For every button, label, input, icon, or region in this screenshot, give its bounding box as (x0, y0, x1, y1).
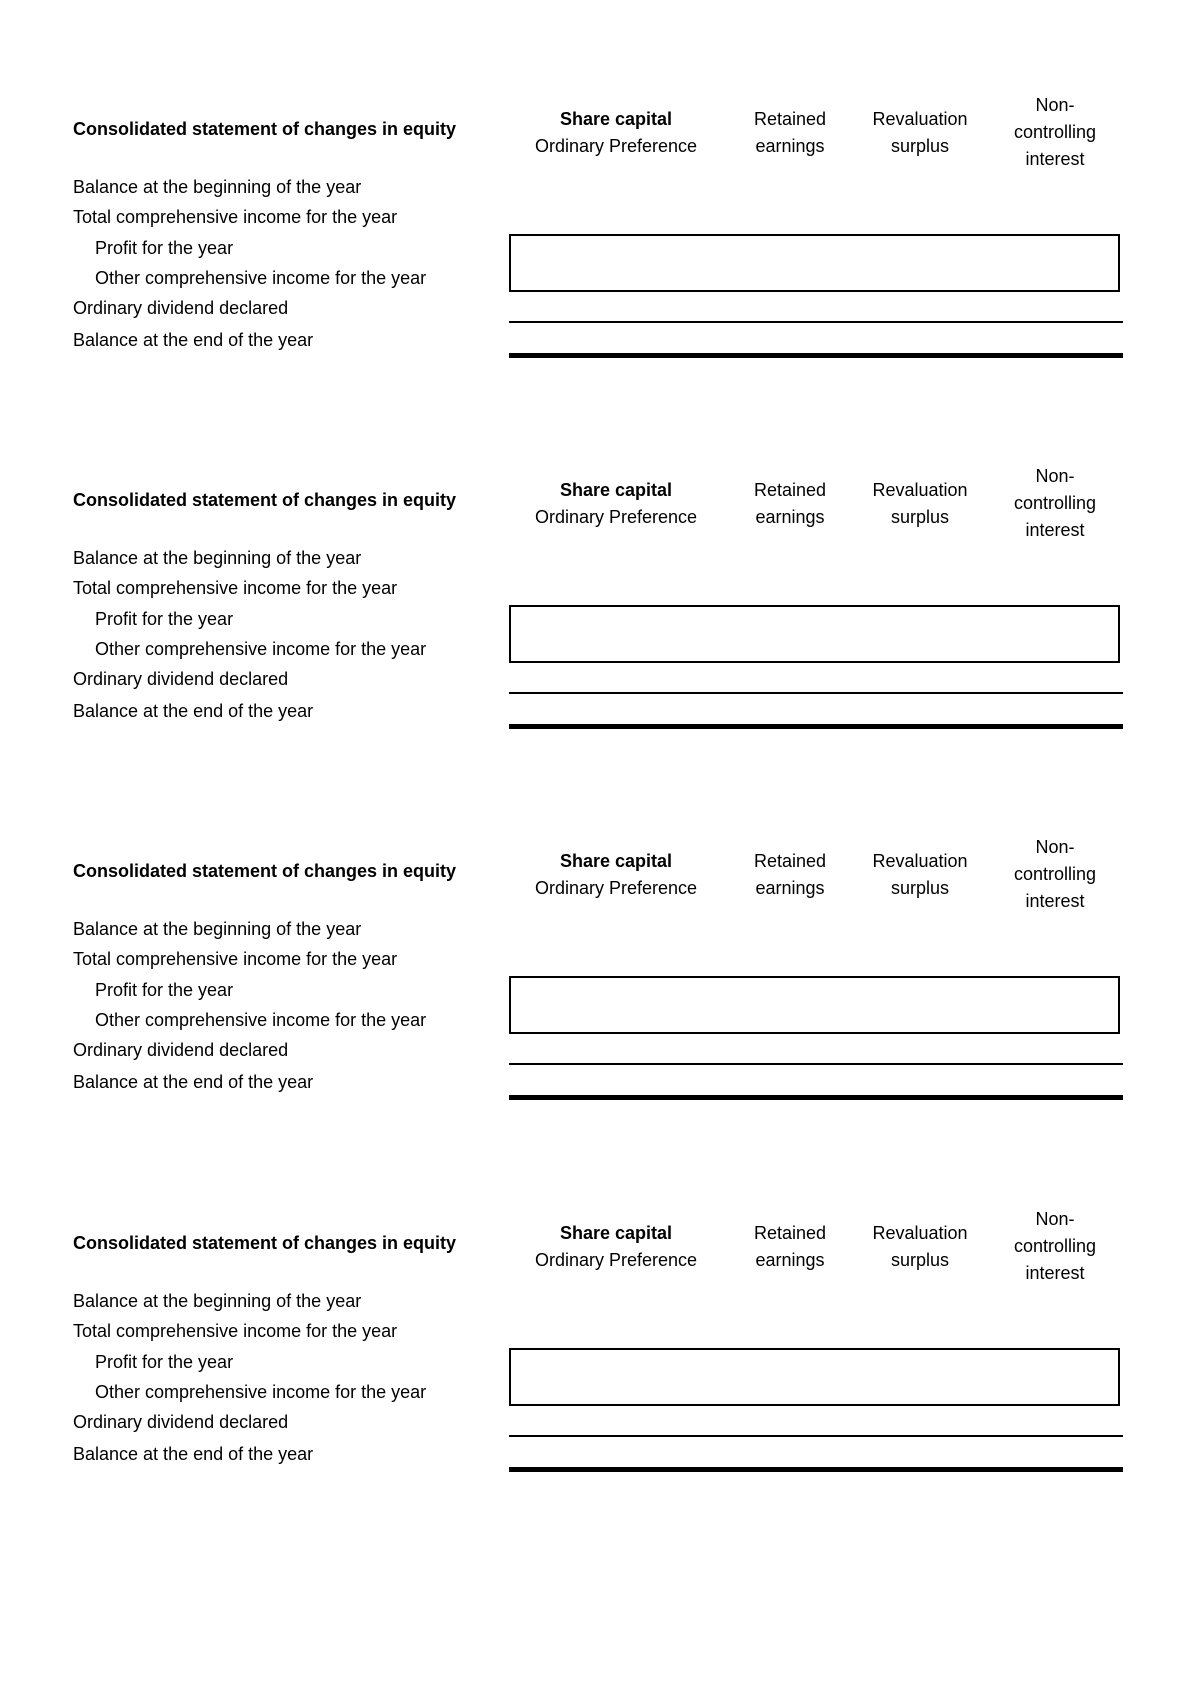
statement-title: Consolidated statement of changes in equity (73, 861, 457, 881)
subtotal-rule (509, 1435, 1123, 1437)
non-controlling-interest-header (995, 834, 1115, 915)
row-profit-for-year: Profit for the year (95, 980, 234, 1000)
retained-label-line-2: earnings (755, 878, 825, 898)
share-capital-sub-label: Ordinary Preference (534, 878, 698, 898)
row-total-comprehensive-income: Total comprehensive income for the year (73, 949, 398, 969)
share-capital-sub-label: Ordinary Preference (534, 136, 698, 156)
share-capital-sub-label: Ordinary Preference (534, 1250, 698, 1270)
revaluation-label-line-2: surplus (890, 136, 950, 156)
retained-label-line-2: earnings (755, 507, 825, 527)
row-ordinary-dividend: Ordinary dividend declared (73, 1040, 289, 1060)
nci-label-line-3: interest (1025, 1263, 1085, 1283)
nci-label-line-1: Non- (1035, 95, 1075, 115)
retained-label-line-1: Retained (753, 480, 827, 500)
nci-label-line-3: interest (1025, 520, 1085, 540)
row-closing-balance: Balance at the end of the year (73, 330, 314, 350)
nci-label-line-2: controlling (1013, 864, 1097, 884)
nci-label-line-2: controlling (1013, 1236, 1097, 1256)
statement-title: Consolidated statement of changes in equity (73, 119, 457, 139)
comprehensive-income-entry-box[interactable] (509, 976, 1120, 1034)
row-other-comprehensive-income: Other comprehensive income for the year (95, 639, 427, 659)
revaluation-label-line-1: Revaluation (872, 109, 968, 129)
share-capital-header (510, 1220, 722, 1274)
revaluation-label-line-2: surplus (890, 878, 950, 898)
row-opening-balance: Balance at the beginning of the year (73, 177, 362, 197)
revaluation-label-line-1: Revaluation (872, 480, 968, 500)
total-rule (509, 353, 1123, 358)
row-profit-for-year: Profit for the year (95, 238, 234, 258)
row-ordinary-dividend: Ordinary dividend declared (73, 298, 289, 318)
row-closing-balance: Balance at the end of the year (73, 1072, 314, 1092)
row-total-comprehensive-income: Total comprehensive income for the year (73, 207, 398, 227)
revaluation-surplus-header (855, 477, 985, 531)
row-total-comprehensive-income: Total comprehensive income for the year (73, 578, 398, 598)
row-total-comprehensive-income: Total comprehensive income for the year (73, 1321, 398, 1341)
revaluation-surplus-header (855, 1220, 985, 1274)
non-controlling-interest-header (995, 1206, 1115, 1287)
retained-earnings-header (735, 1220, 845, 1274)
subtotal-rule (509, 1063, 1123, 1065)
retained-label-line-1: Retained (753, 851, 827, 871)
row-other-comprehensive-income: Other comprehensive income for the year (95, 1010, 427, 1030)
revaluation-label-line-1: Revaluation (872, 1223, 968, 1243)
non-controlling-interest-header (995, 463, 1115, 544)
revaluation-label-line-2: surplus (890, 1250, 950, 1270)
row-other-comprehensive-income: Other comprehensive income for the year (95, 268, 427, 288)
nci-label-line-2: controlling (1013, 493, 1097, 513)
subtotal-rule (509, 321, 1123, 323)
share-capital-header (510, 106, 722, 160)
statement-4 (0, 1199, 1200, 1499)
retained-label-line-1: Retained (753, 1223, 827, 1243)
row-ordinary-dividend: Ordinary dividend declared (73, 669, 289, 689)
share-capital-sub-label: Ordinary Preference (534, 507, 698, 527)
row-opening-balance: Balance at the beginning of the year (73, 1291, 362, 1311)
row-other-comprehensive-income: Other comprehensive income for the year (95, 1382, 427, 1402)
nci-label-line-1: Non- (1035, 466, 1075, 486)
share-capital-label: Share capital (559, 1223, 673, 1243)
statement-3 (0, 827, 1200, 1127)
statement-title: Consolidated statement of changes in equity (73, 1233, 457, 1253)
share-capital-header (510, 848, 722, 902)
nci-label-line-3: interest (1025, 149, 1085, 169)
total-rule (509, 724, 1123, 729)
row-closing-balance: Balance at the end of the year (73, 1444, 314, 1464)
statement-1 (0, 85, 1200, 385)
comprehensive-income-entry-box[interactable] (509, 1348, 1120, 1406)
nci-label-line-3: interest (1025, 891, 1085, 911)
retained-label-line-1: Retained (753, 109, 827, 129)
total-rule (509, 1095, 1123, 1100)
row-profit-for-year: Profit for the year (95, 1352, 234, 1372)
retained-earnings-header (735, 106, 845, 160)
row-opening-balance: Balance at the beginning of the year (73, 548, 362, 568)
share-capital-label: Share capital (559, 480, 673, 500)
retained-earnings-header (735, 477, 845, 531)
nci-label-line-2: controlling (1013, 122, 1097, 142)
comprehensive-income-entry-box[interactable] (509, 234, 1120, 292)
revaluation-surplus-header (855, 848, 985, 902)
share-capital-label: Share capital (559, 851, 673, 871)
retained-label-line-2: earnings (755, 136, 825, 156)
non-controlling-interest-header (995, 92, 1115, 173)
retained-earnings-header (735, 848, 845, 902)
nci-label-line-1: Non- (1035, 1209, 1075, 1229)
row-ordinary-dividend: Ordinary dividend declared (73, 1412, 289, 1432)
revaluation-surplus-header (855, 106, 985, 160)
statement-title: Consolidated statement of changes in equity (73, 490, 457, 510)
row-profit-for-year: Profit for the year (95, 609, 234, 629)
statement-2 (0, 456, 1200, 756)
row-closing-balance: Balance at the end of the year (73, 701, 314, 721)
subtotal-rule (509, 692, 1123, 694)
row-opening-balance: Balance at the beginning of the year (73, 919, 362, 939)
comprehensive-income-entry-box[interactable] (509, 605, 1120, 663)
revaluation-label-line-2: surplus (890, 507, 950, 527)
total-rule (509, 1467, 1123, 1472)
share-capital-header (510, 477, 722, 531)
revaluation-label-line-1: Revaluation (872, 851, 968, 871)
nci-label-line-1: Non- (1035, 837, 1075, 857)
retained-label-line-2: earnings (755, 1250, 825, 1270)
share-capital-label: Share capital (559, 109, 673, 129)
